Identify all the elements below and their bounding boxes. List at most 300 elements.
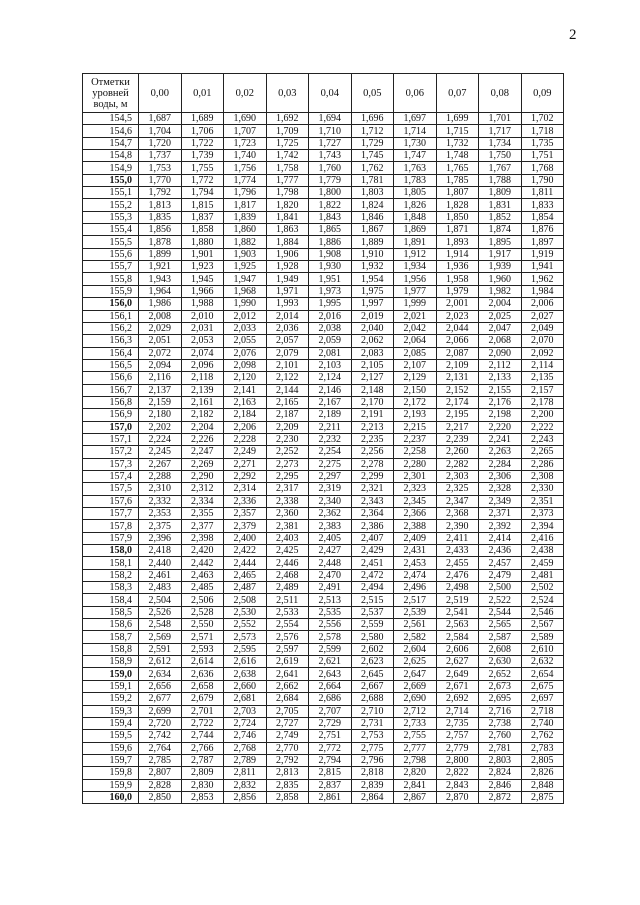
value-cell: 2,738 [479, 717, 522, 729]
value-cell: 1,697 [394, 113, 437, 125]
value-cell: 2,707 [309, 705, 352, 717]
value-cell: 2,047 [479, 322, 522, 334]
value-cell: 2,697 [521, 693, 564, 705]
value-cell: 2,265 [521, 446, 564, 458]
value-cell: 2,479 [479, 569, 522, 581]
value-cell: 2,371 [479, 508, 522, 520]
value-cell: 2,427 [309, 545, 352, 557]
value-cell: 2,010 [181, 310, 224, 322]
value-cell: 2,228 [224, 433, 267, 445]
value-cell: 2,076 [224, 347, 267, 359]
value-cell: 2,684 [266, 693, 309, 705]
value-cell: 1,867 [351, 224, 394, 236]
value-cell: 2,472 [351, 569, 394, 581]
value-cell: 2,321 [351, 483, 394, 495]
value-cell: 1,704 [139, 125, 182, 137]
value-cell: 1,982 [479, 285, 522, 297]
table-row [83, 174, 564, 186]
value-cell: 1,874 [479, 224, 522, 236]
value-cell: 2,652 [479, 668, 522, 680]
table-row [83, 248, 564, 260]
value-cell: 2,366 [394, 508, 437, 520]
value-cell: 2,716 [479, 705, 522, 717]
value-cell: 1,841 [266, 211, 309, 223]
value-cell: 2,864 [351, 791, 394, 803]
value-cell: 2,340 [309, 495, 352, 507]
value-cell: 2,392 [479, 520, 522, 532]
value-cell: 1,971 [266, 285, 309, 297]
value-cell: 2,092 [521, 347, 564, 359]
value-cell: 2,202 [139, 421, 182, 433]
value-cell: 2,328 [479, 483, 522, 495]
value-cell: 1,869 [394, 224, 437, 236]
value-cell: 1,863 [266, 224, 309, 236]
value-cell: 2,513 [309, 594, 352, 606]
value-cell: 1,777 [266, 174, 309, 186]
value-cell: 2,174 [436, 396, 479, 408]
value-cell: 2,686 [309, 693, 352, 705]
header-col: 0,05 [351, 74, 394, 113]
table-row [83, 545, 564, 557]
value-cell: 1,856 [139, 224, 182, 236]
value-cell: 2,256 [351, 446, 394, 458]
value-cell: 1,783 [394, 174, 437, 186]
page-number: 2 [569, 27, 577, 43]
value-cell: 2,491 [309, 582, 352, 594]
table-row [83, 396, 564, 408]
value-cell: 2,364 [351, 508, 394, 520]
level-cell: 154,7 [83, 137, 139, 149]
table-row [83, 520, 564, 532]
value-cell: 2,345 [394, 495, 437, 507]
value-cell: 2,133 [479, 372, 522, 384]
value-cell: 2,872 [479, 791, 522, 803]
level-cell: 160,0 [83, 791, 139, 803]
value-cell: 2,306 [479, 470, 522, 482]
level-cell: 155,4 [83, 224, 139, 236]
table-row [83, 162, 564, 174]
value-cell: 2,796 [351, 754, 394, 766]
value-cell: 2,830 [181, 779, 224, 791]
value-cell: 2,746 [224, 730, 267, 742]
value-cell: 2,353 [139, 508, 182, 520]
value-cell: 1,718 [521, 125, 564, 137]
value-cell: 2,254 [309, 446, 352, 458]
table-row [83, 273, 564, 285]
table-row [83, 285, 564, 297]
value-cell: 2,457 [479, 557, 522, 569]
value-cell: 2,357 [224, 508, 267, 520]
value-cell: 1,925 [224, 261, 267, 273]
value-cell: 1,788 [479, 174, 522, 186]
value-cell: 2,815 [309, 767, 352, 779]
value-cell: 2,407 [351, 532, 394, 544]
value-cell: 2,396 [139, 532, 182, 544]
level-cell: 158,9 [83, 656, 139, 668]
value-cell: 2,587 [479, 631, 522, 643]
level-cell: 155,2 [83, 199, 139, 211]
value-cell: 2,625 [394, 656, 437, 668]
value-cell: 2,850 [139, 791, 182, 803]
value-cell: 2,068 [479, 335, 522, 347]
value-cell: 2,220 [479, 421, 522, 433]
value-cell: 2,733 [394, 717, 437, 729]
value-cell: 1,710 [309, 125, 352, 137]
value-cell: 2,718 [521, 705, 564, 717]
table-row [83, 310, 564, 322]
level-cell: 158,0 [83, 545, 139, 557]
value-cell: 1,854 [521, 211, 564, 223]
value-cell: 1,995 [309, 298, 352, 310]
level-cell: 157,8 [83, 520, 139, 532]
value-cell: 2,072 [139, 347, 182, 359]
value-cell: 1,986 [139, 298, 182, 310]
value-cell: 2,764 [139, 742, 182, 754]
value-cell: 2,336 [224, 495, 267, 507]
value-cell: 2,576 [266, 631, 309, 643]
value-cell: 2,023 [436, 310, 479, 322]
value-cell: 2,053 [181, 335, 224, 347]
value-cell: 2,604 [394, 643, 437, 655]
value-cell: 2,533 [266, 606, 309, 618]
value-cell: 2,388 [394, 520, 437, 532]
value-cell: 1,839 [224, 211, 267, 223]
value-cell: 1,936 [436, 261, 479, 273]
value-cell: 1,740 [224, 150, 267, 162]
value-cell: 2,636 [181, 668, 224, 680]
value-cell: 2,146 [309, 384, 352, 396]
value-cell: 2,103 [309, 359, 352, 371]
value-cell: 1,882 [224, 236, 267, 248]
value-cell: 1,884 [266, 236, 309, 248]
value-cell: 2,662 [266, 680, 309, 692]
value-cell: 1,800 [309, 187, 352, 199]
value-cell: 2,301 [394, 470, 437, 482]
value-cell: 2,724 [224, 717, 267, 729]
value-cell: 1,876 [521, 224, 564, 236]
table-row [83, 631, 564, 643]
table-row [83, 730, 564, 742]
value-cell: 2,541 [436, 606, 479, 618]
value-cell: 2,083 [351, 347, 394, 359]
value-cell: 1,702 [521, 113, 564, 125]
value-cell: 2,561 [394, 619, 437, 631]
level-cell: 158,7 [83, 631, 139, 643]
value-cell: 1,837 [181, 211, 224, 223]
value-cell: 2,137 [139, 384, 182, 396]
value-cell: 1,895 [479, 236, 522, 248]
value-cell: 2,608 [479, 643, 522, 655]
value-cell: 2,476 [436, 569, 479, 581]
value-cell: 1,828 [436, 199, 479, 211]
value-cell: 1,993 [266, 298, 309, 310]
value-cell: 1,694 [309, 113, 352, 125]
value-cell: 2,455 [436, 557, 479, 569]
value-cell: 2,548 [139, 619, 182, 631]
value-cell: 1,956 [394, 273, 437, 285]
value-cell: 1,747 [394, 150, 437, 162]
value-cell: 2,029 [139, 322, 182, 334]
value-cell: 2,647 [394, 668, 437, 680]
value-cell: 2,818 [351, 767, 394, 779]
value-cell: 1,848 [394, 211, 437, 223]
value-cell: 1,846 [351, 211, 394, 223]
table-row [83, 532, 564, 544]
value-cell: 2,584 [436, 631, 479, 643]
value-cell: 2,400 [224, 532, 267, 544]
value-cell: 1,785 [436, 174, 479, 186]
value-cell: 2,204 [181, 421, 224, 433]
table-row [83, 384, 564, 396]
value-cell: 2,526 [139, 606, 182, 618]
value-cell: 1,897 [521, 236, 564, 248]
value-cell: 2,297 [309, 470, 352, 482]
table-row [83, 137, 564, 149]
value-cell: 2,338 [266, 495, 309, 507]
value-cell: 2,263 [479, 446, 522, 458]
level-cell: 155,6 [83, 248, 139, 260]
value-cell: 2,006 [521, 298, 564, 310]
value-cell: 1,943 [139, 273, 182, 285]
value-cell: 2,807 [139, 767, 182, 779]
value-cell: 2,610 [521, 643, 564, 655]
value-cell: 2,425 [266, 545, 309, 557]
value-cell: 2,751 [309, 730, 352, 742]
value-cell: 2,055 [224, 335, 267, 347]
level-cell: 157,7 [83, 508, 139, 520]
value-cell: 2,383 [309, 520, 352, 532]
value-cell: 2,312 [181, 483, 224, 495]
value-cell: 2,500 [479, 582, 522, 594]
value-cell: 2,681 [224, 693, 267, 705]
value-cell: 2,446 [266, 557, 309, 569]
value-cell: 2,442 [181, 557, 224, 569]
value-cell: 2,381 [266, 520, 309, 532]
value-cell: 2,749 [266, 730, 309, 742]
value-cell: 2,004 [479, 298, 522, 310]
level-cell: 158,1 [83, 557, 139, 569]
value-cell: 2,157 [521, 384, 564, 396]
value-cell: 2,129 [394, 372, 437, 384]
table-row [83, 261, 564, 273]
value-cell: 1,912 [394, 248, 437, 260]
value-cell: 1,742 [266, 150, 309, 162]
value-cell: 1,696 [351, 113, 394, 125]
table-row [83, 409, 564, 421]
value-cell: 2,303 [436, 470, 479, 482]
value-cell: 2,200 [521, 409, 564, 421]
value-cell: 1,723 [224, 137, 267, 149]
value-cell: 2,284 [479, 458, 522, 470]
value-cell: 2,729 [309, 717, 352, 729]
value-cell: 1,917 [479, 248, 522, 260]
value-cell: 2,165 [266, 396, 309, 408]
table-row [83, 656, 564, 668]
value-cell: 2,101 [266, 359, 309, 371]
value-cell: 2,506 [181, 594, 224, 606]
value-cell: 2,828 [139, 779, 182, 791]
value-cell: 2,612 [139, 656, 182, 668]
value-cell: 2,677 [139, 693, 182, 705]
table-row [83, 791, 564, 803]
value-cell: 2,394 [521, 520, 564, 532]
level-cell: 157,0 [83, 421, 139, 433]
value-cell: 2,245 [139, 446, 182, 458]
value-cell: 2,508 [224, 594, 267, 606]
level-cell: 158,3 [83, 582, 139, 594]
value-cell: 1,725 [266, 137, 309, 149]
value-cell: 2,418 [139, 545, 182, 557]
value-cell: 2,530 [224, 606, 267, 618]
value-cell: 2,459 [521, 557, 564, 569]
value-cell: 2,781 [479, 742, 522, 754]
value-cell: 2,241 [479, 433, 522, 445]
value-cell: 2,703 [224, 705, 267, 717]
value-cell: 1,813 [139, 199, 182, 211]
table-row [83, 125, 564, 137]
table-row [83, 483, 564, 495]
value-cell: 2,822 [436, 767, 479, 779]
value-cell: 2,692 [436, 693, 479, 705]
value-cell: 2,431 [394, 545, 437, 557]
value-cell: 2,870 [436, 791, 479, 803]
level-cell: 158,2 [83, 569, 139, 581]
value-cell: 2,135 [521, 372, 564, 384]
level-cell: 155,3 [83, 211, 139, 223]
value-cell: 1,790 [521, 174, 564, 186]
value-cell: 2,811 [224, 767, 267, 779]
value-cell: 1,997 [351, 298, 394, 310]
value-cell: 2,239 [436, 433, 479, 445]
value-cell: 2,064 [394, 335, 437, 347]
value-cell: 2,798 [394, 754, 437, 766]
value-cell: 1,796 [224, 187, 267, 199]
value-cell: 2,809 [181, 767, 224, 779]
value-cell: 1,792 [139, 187, 182, 199]
value-cell: 1,903 [224, 248, 267, 260]
value-cell: 2,757 [436, 730, 479, 742]
value-cell: 2,278 [351, 458, 394, 470]
value-cell: 2,273 [266, 458, 309, 470]
value-cell: 2,813 [266, 767, 309, 779]
value-cell: 2,355 [181, 508, 224, 520]
table-row [83, 113, 564, 125]
value-cell: 2,141 [224, 384, 267, 396]
value-cell: 2,824 [479, 767, 522, 779]
level-cell: 157,2 [83, 446, 139, 458]
value-cell: 2,042 [394, 322, 437, 334]
value-cell: 2,269 [181, 458, 224, 470]
value-cell: 1,699 [436, 113, 479, 125]
value-cell: 2,420 [181, 545, 224, 557]
level-cell: 158,5 [83, 606, 139, 618]
value-cell: 1,850 [436, 211, 479, 223]
value-cell: 2,669 [394, 680, 437, 692]
value-cell: 1,689 [181, 113, 224, 125]
header-col: 0,06 [394, 74, 437, 113]
value-cell: 2,528 [181, 606, 224, 618]
value-cell: 2,539 [394, 606, 437, 618]
value-cell: 2,209 [266, 421, 309, 433]
value-cell: 2,775 [351, 742, 394, 754]
value-cell: 2,753 [351, 730, 394, 742]
level-cell: 157,6 [83, 495, 139, 507]
value-cell: 1,751 [521, 150, 564, 162]
value-cell: 1,715 [436, 125, 479, 137]
value-cell: 2,222 [521, 421, 564, 433]
value-cell: 2,187 [266, 409, 309, 421]
value-cell: 2,453 [394, 557, 437, 569]
value-cell: 1,984 [521, 285, 564, 297]
table-row [83, 236, 564, 248]
value-cell: 1,923 [181, 261, 224, 273]
value-cell: 2,727 [266, 717, 309, 729]
value-cell: 2,252 [266, 446, 309, 458]
value-cell: 1,817 [224, 199, 267, 211]
value-cell: 2,760 [479, 730, 522, 742]
value-cell: 2,634 [139, 668, 182, 680]
value-cell: 2,699 [139, 705, 182, 717]
value-cell: 2,494 [351, 582, 394, 594]
level-cell: 159,7 [83, 754, 139, 766]
value-cell: 2,832 [224, 779, 267, 791]
value-cell: 1,781 [351, 174, 394, 186]
value-cell: 2,777 [394, 742, 437, 754]
table-row [83, 569, 564, 581]
value-cell: 2,515 [351, 594, 394, 606]
value-cell: 2,230 [266, 433, 309, 445]
table-row [83, 606, 564, 618]
value-cell: 1,768 [521, 162, 564, 174]
value-cell: 2,544 [479, 606, 522, 618]
value-cell: 1,921 [139, 261, 182, 273]
value-cell: 2,835 [266, 779, 309, 791]
value-cell: 1,687 [139, 113, 182, 125]
table-row [83, 211, 564, 223]
value-cell: 2,295 [266, 470, 309, 482]
value-cell: 2,019 [351, 310, 394, 322]
value-cell: 2,062 [351, 335, 394, 347]
value-cell: 2,362 [309, 508, 352, 520]
level-cell: 157,3 [83, 458, 139, 470]
value-cell: 2,649 [436, 668, 479, 680]
table-row [83, 705, 564, 717]
header-col: 0,03 [266, 74, 309, 113]
value-cell: 2,057 [266, 335, 309, 347]
table-row [83, 298, 564, 310]
value-cell: 2,105 [351, 359, 394, 371]
table-row [83, 643, 564, 655]
value-cell: 2,787 [181, 754, 224, 766]
value-cell: 2,580 [351, 631, 394, 643]
value-cell: 1,772 [181, 174, 224, 186]
value-cell: 2,671 [436, 680, 479, 692]
value-cell: 2,632 [521, 656, 564, 668]
value-cell: 1,770 [139, 174, 182, 186]
value-cell: 2,695 [479, 693, 522, 705]
table-row [83, 470, 564, 482]
value-cell: 2,360 [266, 508, 309, 520]
value-cell: 2,116 [139, 372, 182, 384]
value-cell: 1,767 [479, 162, 522, 174]
value-cell: 2,438 [521, 545, 564, 557]
value-cell: 2,792 [266, 754, 309, 766]
level-cell: 154,9 [83, 162, 139, 174]
value-cell: 1,779 [309, 174, 352, 186]
value-cell: 1,758 [266, 162, 309, 174]
value-cell: 2,489 [266, 582, 309, 594]
value-cell: 2,211 [309, 421, 352, 433]
